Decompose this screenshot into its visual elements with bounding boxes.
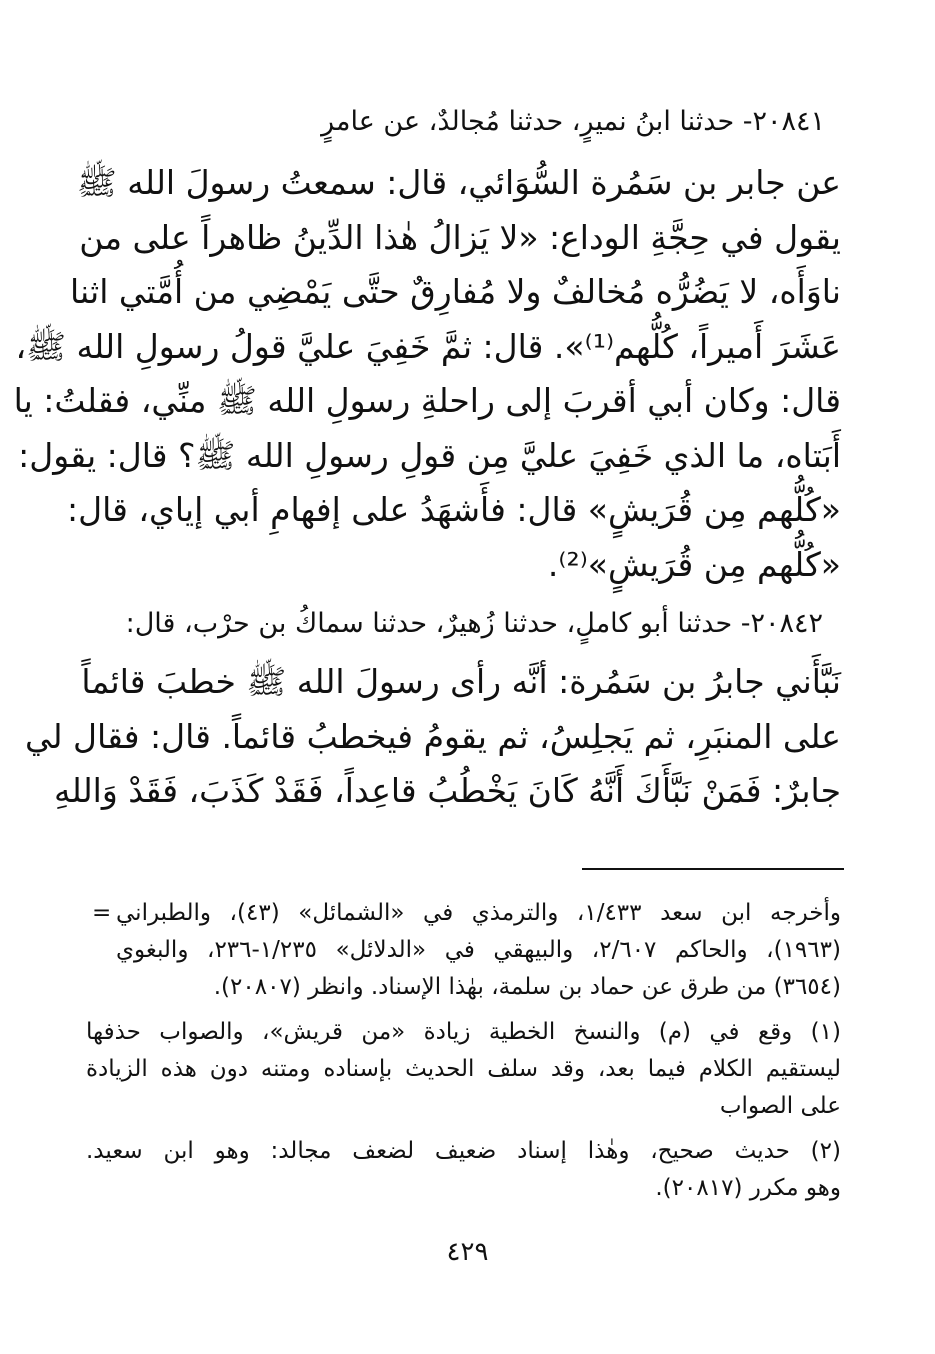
hadith-2841-line: قال: وكان أبي أقربَ إلى راحلةِ رسولِ الله ﷺ منِّي، فقلتُ: يا	[13, 381, 841, 420]
hadith-2841-line: يقول في حِجَّةِ الوداع: «لا يَزالُ هٰذا الدِّينُ ظاهراً على من	[79, 217, 841, 257]
hadith-2842-line: نَبَّأَني جابرُ بن سَمُرة: أنَّه رأى رسولَ الله ﷺ خطبَ قائماً	[81, 662, 841, 701]
footnote-line: ليستقيم الكلام فيما بعد، وقد سلف الحديث بإسناده ومتنه دون هذه الزيادة	[86, 1056, 841, 1082]
footnote-line: وأخرجه ابن سعد ١/٤٣٣، والترمذي في «الشمائل» (٤٣)، والطبراني	[116, 900, 841, 926]
continuation-mark: =	[92, 900, 112, 926]
page-number: ٤٢٩	[446, 1237, 489, 1267]
footnote-2	[86, 1133, 841, 1207]
hadith-2841-line: عن جابر بن سَمُرة السُّوَائي، قال: سمعتُ رسولَ الله ﷺ	[76, 163, 841, 202]
hadith-2841-header: ٢٠٨٤١- حدثنا ابنُ نميرٍ، حدثنا مُجالدٌ، عن عامرٍ	[321, 106, 825, 137]
footnote-line: (٣٦٥٤) من طرق عن حماد بن سلمة، بهٰذا الإسناد. وانظر (٢٠٨٠٧).	[213, 974, 841, 1000]
hadith-2841-line: أَبَتاه، ما الذي خَفِيَ عليَّ مِن قولِ رسولِ الله ﷺ؟ قال: يقول:	[18, 435, 841, 475]
hadith-2841-line: «كُلُّهم مِن قُرَيشٍ»⁽²⁾.	[547, 544, 841, 584]
hadith-2841-line: ناوَأَه، لا يَضُرُّه مُخالفٌ ولا مُفارِقٌ حتَّى يَمْضِي من أُمَّتي اثنا	[70, 272, 841, 311]
footnote-continued	[86, 895, 841, 1006]
footnote-line: وهو مكرر (٢٠٨١٧).	[655, 1175, 841, 1201]
footnotes	[86, 895, 841, 1215]
footnote-line: (٢) حديث صحيح، وهٰذا إسناد ضعيف لضعف مجالد: وهو ابن سعيد.	[86, 1138, 841, 1164]
footnote-line: على الصواب	[719, 1093, 841, 1119]
footnote-separator	[582, 868, 844, 870]
hadith-2841-text	[13, 156, 841, 592]
footnote-1	[86, 1014, 841, 1125]
hadith-2841-line: «كُلُّهم مِن قُرَيشٍ» قال: فأَشهَدُ على إفهامِ أبي إياي، قال:	[66, 490, 841, 529]
hadith-2842-header: ٢٠٨٤٢- حدثنا أبو كاملٍ، حدثنا زُهيرٌ، حدثنا سماكُ بن حرْب، قال:	[125, 608, 823, 639]
footnote-line: (١٩٦٣)، والحاكم ٢/٦٠٧، والبيهقي في «الدلائل» ١/٢٣٥-٢٣٦، والبغوي	[116, 937, 841, 963]
hadith-2841-line: عَشَرَ أَميراً، كُلُّهم⁽¹⁾». قال: ثمَّ خَفِيَ عليَّ قولُ رسولِ الله ﷺ،	[15, 326, 841, 366]
hadith-2842-text	[24, 655, 841, 819]
hadith-2842-line: جابرٌ: فَمَنْ نَبَّأَكَ أَنَّهُ كَانَ يَخْطُبُ قاعِداً، فَقَدْ كَذَبَ، فَقَدْ وَاللهِ	[53, 771, 841, 810]
hadith-2842-line: على المنبَرِ، ثم يَجلِسُ، ثم يقومُ فيخطبُ قائماً. قال: فقال لي	[24, 716, 841, 756]
footnote-line: (١) وقع في (م) والنسخ الخطية زيادة «من قريش»، والصواب حذفها	[86, 1019, 841, 1045]
